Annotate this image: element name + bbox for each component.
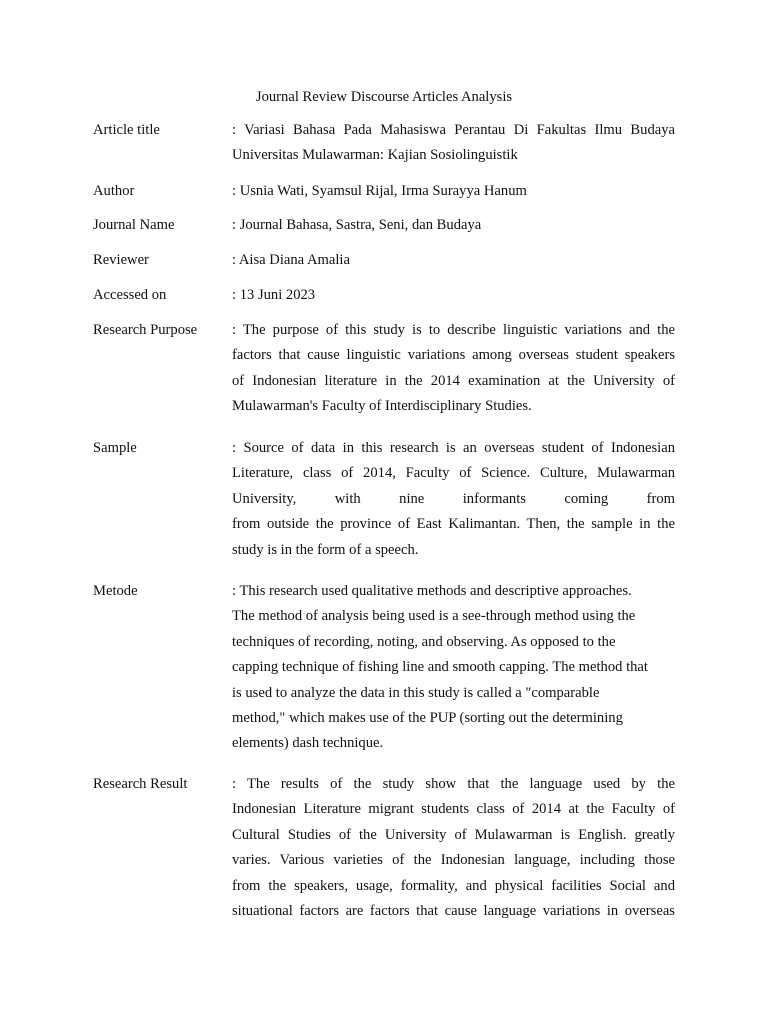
field-label: Article title xyxy=(93,122,160,138)
field-label: Sample xyxy=(93,440,137,456)
field-value-line: Indonesian Literature migrant students class of 2014 at the Faculty of xyxy=(232,801,675,818)
field-value xyxy=(232,283,675,308)
field-value-line: Cultural Studies of the University of Mulawarman is English. greatly xyxy=(232,826,675,843)
field-value-line: Literature, class of 2014, Faculty of Science. Culture, Mulawarman xyxy=(232,465,675,482)
field-value-line: varies. Various varieties of the Indonesian language, including those xyxy=(232,852,675,869)
field-value xyxy=(232,772,675,924)
field-value-line: : Variasi Bahasa Pada Mahasiswa Perantau Di Fakultas Ilmu Budaya xyxy=(232,122,675,138)
field-value-line: capping technique of fishing line and smooth capping. The method that xyxy=(232,659,648,676)
field-value-line: : This research used qualitative methods and descriptive approaches. xyxy=(232,583,632,599)
field-value xyxy=(232,248,675,273)
field-label: Research Result xyxy=(93,776,188,792)
field-value-line: Mulawarman's Faculty of Interdisciplinary Studies. xyxy=(232,398,532,415)
field-label: Metode xyxy=(93,583,138,599)
field-value-line: : Journal Bahasa, Sastra, Seni, dan Budaya xyxy=(232,217,482,233)
field-value-line: : 13 Juni 2023 xyxy=(232,287,316,303)
field-value-line: study is in the form of a speech. xyxy=(232,541,419,558)
field-value-line: Universitas Mulawarman: Kajian Sosiolinguistik xyxy=(232,147,518,164)
field-value xyxy=(232,179,675,204)
field-value xyxy=(232,213,675,238)
field-value xyxy=(232,436,675,563)
field-value-line: : Aisa Diana Amalia xyxy=(232,252,350,268)
field-value-line: situational factors are factors that cause language variations in overseas xyxy=(232,902,675,919)
field-value-line: is used to analyze the data in this study is called a "comparable xyxy=(232,684,600,701)
field-value-line: techniques of recording, noting, and observing. As opposed to the xyxy=(232,633,616,650)
field-value-line: : Source of data in this research is an overseas student of Indonesian xyxy=(232,440,675,456)
field-label: Author xyxy=(93,183,135,199)
field-value-line: : The purpose of this study is to describe linguistic variations and the xyxy=(232,322,675,338)
field-value-line: factors that cause linguistic variations among overseas student speakers xyxy=(232,347,675,364)
document-title: Journal Review Discourse Articles Analysis xyxy=(255,89,513,105)
field-label: Reviewer xyxy=(93,252,149,268)
field-value-line: elements) dash technique. xyxy=(232,735,384,752)
field-value xyxy=(232,579,675,757)
field-label: Research Purpose xyxy=(93,322,198,338)
field-value-line: of Indonesian literature in the 2014 examination at the University of xyxy=(232,372,675,389)
field-label: Accessed on xyxy=(93,287,167,303)
field-value-line: : The results of the study show that the language used by the xyxy=(232,776,675,792)
field-label: Journal Name xyxy=(93,217,175,233)
field-value-line: from the speakers, usage, formality, and physical facilities Social and xyxy=(232,877,675,894)
field-value-line: : Usnia Wati, Syamsul Rijal, Irma Surayya Hanum xyxy=(232,183,527,199)
field-value xyxy=(232,318,675,420)
field-value-line: The method of analysis being used is a see-through method using the xyxy=(232,608,636,625)
field-value-line: method," which makes use of the PUP (sorting out the determining xyxy=(232,709,623,726)
field-value-line: University, with nine informants coming from xyxy=(232,490,675,507)
field-value-line: from outside the province of East Kalimantan. Then, the sample in the xyxy=(232,516,675,533)
field-value xyxy=(232,118,675,169)
